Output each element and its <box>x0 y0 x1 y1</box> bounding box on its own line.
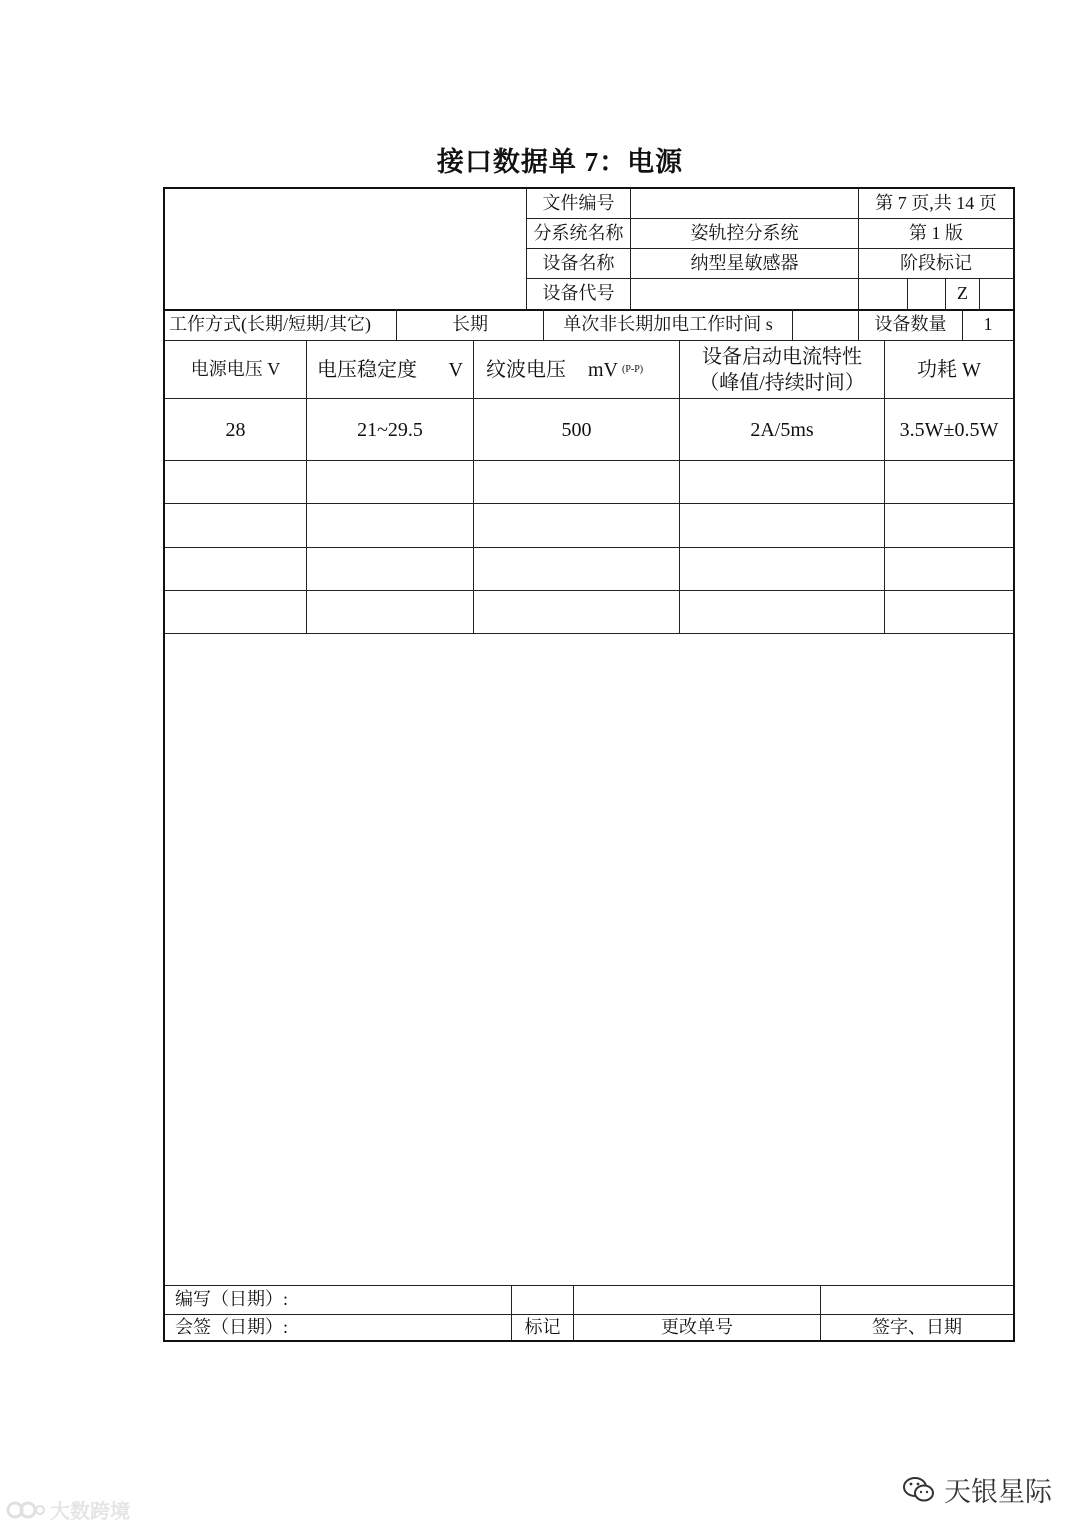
header-startup-line1: 设备启动电流特性 <box>702 345 862 368</box>
header-ripple-voltage <box>474 341 679 398</box>
header-startup-line2: （峰值/持续时间） <box>699 371 865 394</box>
subsystem-label: 分系统名称 <box>533 222 624 243</box>
sign-date-label: 签字、日期 <box>872 1316 962 1337</box>
wechat-icon <box>902 1475 936 1505</box>
document-title: 接口数据单 7：电源 <box>436 147 684 177</box>
value-power-consumption: 3.5W±0.5W <box>899 418 999 441</box>
device-name-value: 纳型星敏感器 <box>690 252 799 273</box>
header-supply-voltage: 电源电压 V <box>190 358 281 379</box>
header-power-consumption: 功耗 W <box>917 358 981 381</box>
header-ripple-label: 纹波电压 <box>486 358 566 381</box>
value-ripple-voltage: 500 <box>561 418 592 441</box>
stage-label: 阶段标记 <box>900 252 972 273</box>
watermark-right <box>902 1470 1052 1509</box>
change-number-label: 更改单号 <box>661 1316 733 1337</box>
watermark-left-text: 大数跨境 <box>50 1501 130 1523</box>
watermark-logo-icon <box>6 1499 46 1521</box>
countersign-date-label: 会签（日期）: <box>175 1316 289 1337</box>
value-voltage-stability: 21~29.5 <box>357 418 423 441</box>
page-info: 第 7 页,共 14 页 <box>875 192 997 213</box>
edition: 第 1 版 <box>909 222 963 243</box>
value-startup-current: 2A/5ms <box>750 418 814 441</box>
mark-label: 标记 <box>524 1316 561 1337</box>
header-voltage-stability-label: 电压稳定度 <box>317 358 417 381</box>
subsystem-value: 姿轨控分系统 <box>690 222 799 243</box>
single-power-time-value <box>793 310 858 340</box>
watermark-left <box>6 1495 130 1524</box>
file-number-value <box>631 189 858 218</box>
header-voltage-stability-unit: V <box>448 358 463 381</box>
work-mode-value: 长期 <box>452 314 488 335</box>
value-supply-voltage: 28 <box>225 418 246 441</box>
quantity-value: 1 <box>983 314 993 335</box>
work-mode-label: 工作方式(长期/短期/其它) <box>169 314 371 335</box>
device-code-label: 设备代号 <box>542 283 615 304</box>
header-voltage-stability <box>307 341 473 398</box>
stage-value: Z <box>957 283 968 304</box>
author-date-label: 编写（日期）: <box>175 1289 289 1310</box>
header-startup-current <box>680 341 884 398</box>
watermark-right-text: 天银星际 <box>944 1477 1052 1507</box>
file-number-label: 文件编号 <box>542 192 615 213</box>
single-power-time-label: 单次非长期加电工作时间 s <box>563 314 773 335</box>
quantity-label: 设备数量 <box>874 314 947 335</box>
device-code-value <box>631 279 858 309</box>
device-name-label: 设备名称 <box>542 252 615 273</box>
header-ripple-sub: (P-P) <box>622 364 644 375</box>
header-ripple-unit: mV <box>588 358 618 381</box>
data-sheet-table <box>163 187 1015 1342</box>
